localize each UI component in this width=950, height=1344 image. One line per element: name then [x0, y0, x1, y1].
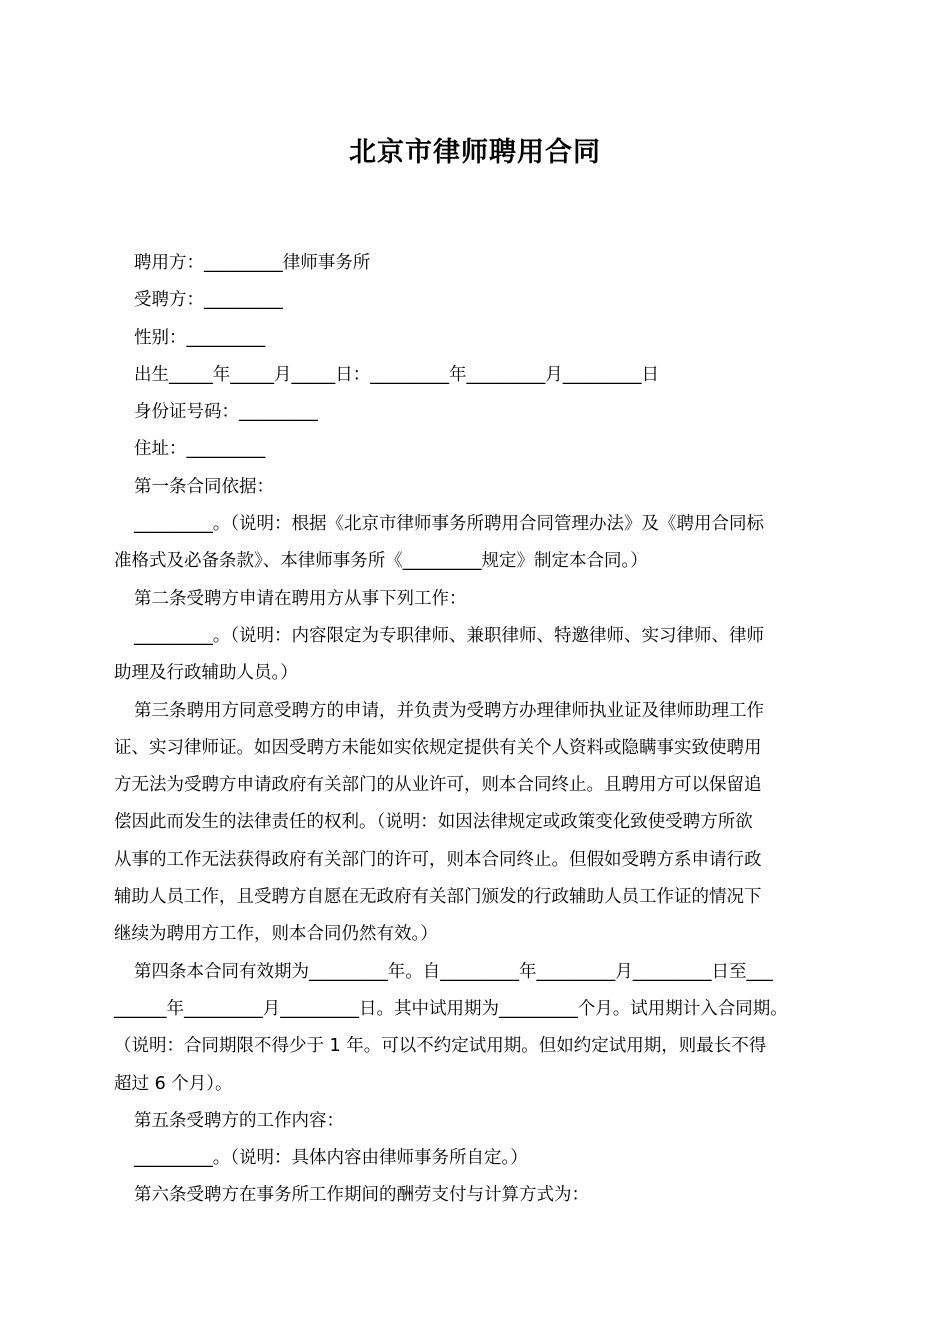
text-line: 住址：_________	[134, 439, 266, 460]
article-heading: 第五条受聘方的工作内容：	[134, 1110, 344, 1131]
text-line: 性别：_________	[134, 327, 266, 348]
document-title: 北京市律师聘用合同	[349, 137, 601, 168]
text-line: _________。（说明：根据《北京市律师事务所聘用合同管理办法》及《聘用合同标	[134, 514, 764, 535]
text-line: 偿因此而发生的法律责任的权利。（说明：如因法律规定或政策变化致使受聘方所欲	[114, 812, 753, 833]
text-line: _________。（说明：具体内容由律师事务所自定。）	[134, 1148, 528, 1169]
article-heading: 第三条聘用方同意受聘方的申请，并负责为受聘方办理律师执业证及律师助理工作	[134, 700, 764, 721]
article-heading: 第四条本合同有效期为_________年。自_________年_________月_________日至___	[134, 961, 773, 982]
text-line: 超过 6 个月）。	[114, 1073, 233, 1094]
text-line: _________。（说明：内容限定为专职律师、兼职律师、特邀律师、实习律师、律师	[134, 625, 764, 646]
document-body	[114, 245, 844, 1215]
text-line: 身份证号码：_________	[134, 402, 318, 423]
text-line: 证、实习律师证。如因受聘方未能如实依规定提供有关个人资料或隐瞒事实致使聘用	[114, 737, 762, 758]
text-line: 从事的工作无法获得政府有关部门的许可，则本合同终止。但假如受聘方系申请行政	[114, 849, 762, 870]
text-line: 方无法为受聘方申请政府有关部门的从业许可，则本合同终止。且聘用方可以保留追	[114, 775, 762, 796]
text-line: 准格式及必备条款》、本律师事务所《_________规定》制定本合同。）	[114, 551, 648, 572]
text-line: 受聘方：_________	[134, 290, 283, 311]
article-heading: 第一条合同依据：	[134, 476, 274, 497]
text-line: 助理及行政辅助人员。）	[114, 663, 298, 684]
article-heading: 第六条受聘方在事务所工作期间的酬劳支付与计算方式为：	[134, 1185, 589, 1206]
article-heading: 第二条受聘方申请在聘用方从事下列工作：	[134, 588, 467, 609]
text-line: 继续为聘用方工作，则本合同仍然有效。）	[114, 924, 438, 945]
text-line: （说明：合同期限不得少于 1 年。可以不约定试用期。但如约定试用期，则最长不得	[114, 1036, 767, 1057]
text-line: 辅助人员工作，且受聘方自愿在无政府有关部门颁发的行政辅助人员工作证的情况下	[114, 887, 762, 908]
text-line: 聘用方：_________律师事务所	[134, 253, 371, 273]
text-line: 出生_____年_____月_____日：_________年_________月_________日	[134, 364, 659, 385]
text-line: ______年_________月_________日。其中试用期为_________个月。试用期计入合同期。	[114, 998, 788, 1019]
